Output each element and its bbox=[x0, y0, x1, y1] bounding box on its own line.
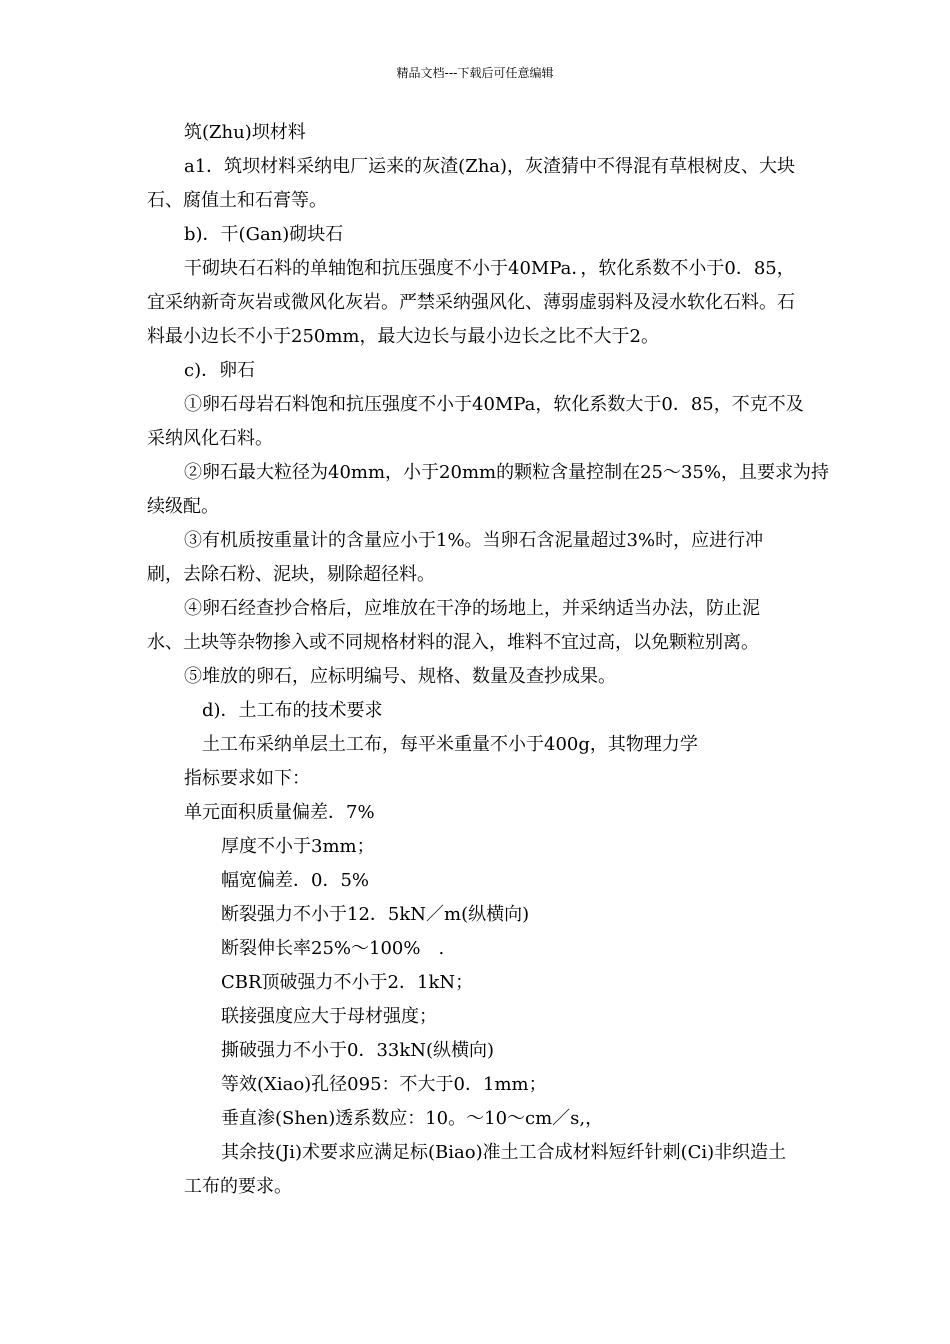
section-heading: d)．土工布的技术要求 bbox=[202, 700, 383, 721]
spec-item: 联接强度应大于母材强度； bbox=[221, 1006, 437, 1027]
spec-item: 幅宽偏差．0．5% bbox=[221, 870, 370, 891]
paragraph-line: ⑤堆放的卵石，应标明编号、规格、数量及查抄成果。 bbox=[184, 666, 616, 687]
paragraph-line: 续级配。 bbox=[147, 496, 219, 517]
paragraph-line: 料最小边长不小于250mm，最大边长与最小边长之比不大于2。 bbox=[147, 326, 659, 347]
paragraph-line: ①卵石母岩石料饱和抗压强度不小于40MPa，软化系数大于0．85，不克不及 bbox=[184, 394, 804, 415]
section-heading: c)．卵石 bbox=[184, 360, 256, 381]
section-heading: b)．干(Gan)砌块石 bbox=[184, 224, 344, 245]
spec-item: 断裂强力不小于12．5kN／m(纵横向) bbox=[221, 904, 530, 925]
paragraph-line: ④卵石经查抄合格后，应堆放在干净的场地上，并采纳适当办法，防止泥 bbox=[184, 598, 760, 619]
page-header: 精品文档---下载后可任意编辑 bbox=[396, 66, 554, 80]
paragraph-line: 水、土块等杂物掺入或不同规格材料的混入，堆料不宜过高，以免颗粒别离。 bbox=[147, 632, 759, 653]
spec-item: 断裂伸长率25%～100% . bbox=[221, 938, 445, 959]
paragraph-line: 宜采纳新奇灰岩或微风化灰岩。严禁采纳强风化、薄弱虚弱料及浸水软化石料。石 bbox=[147, 292, 795, 313]
paragraph-line: 采纳风化石料。 bbox=[147, 428, 273, 449]
paragraph-line: 干砌块石石料的单轴饱和抗压强度不小于40MPa．，软化系数不小于0．85， bbox=[184, 258, 795, 279]
spec-item: 等效(Xiao)孔径095：不大于0．1mm； bbox=[221, 1074, 547, 1095]
spec-item: 撕破强力不小于0．33kN(纵横向) bbox=[221, 1040, 495, 1061]
section-heading: 筑(Zhu)坝材料 bbox=[184, 122, 306, 143]
paragraph-line: 土工布采纳单层土工布，每平米重量不小于400g，其物理力学 bbox=[202, 734, 698, 755]
paragraph-line: ②卵石最大粒径为40mm，小于20mm的颗粒含量控制在25～35%，且要求为持 bbox=[184, 462, 829, 483]
paragraph-line: 指标要求如下： bbox=[184, 768, 310, 789]
paragraph-line: ③有机质按重量计的含量应小于1%。当卵石含泥量超过3%时，应进行冲 bbox=[184, 530, 764, 551]
spec-item: CBR顶破强力不小于2．1kN； bbox=[221, 972, 474, 993]
paragraph-line: 石、腐值土和石膏等。 bbox=[147, 190, 327, 211]
paragraph-line: 其余技(Ji)术要求应满足标(Biao)准土工合成材料短纤针刺(Ci)非织造土 bbox=[221, 1142, 787, 1163]
spec-item: 厚度不小于3mm； bbox=[221, 836, 375, 857]
spec-item: 单元面积质量偏差．7% bbox=[184, 802, 375, 823]
paragraph-line: a1．筑坝材料采纳电厂运来的灰渣(Zha)，灰渣猜中不得混有草根树皮、大块 bbox=[184, 156, 796, 177]
paragraph-line: 工布的要求。 bbox=[184, 1176, 292, 1197]
spec-item: 垂直渗(Shen)透系数应：10。～10～cm／s,， bbox=[221, 1108, 604, 1129]
paragraph-line: 刷，去除石粉、泥块，剔除超径料。 bbox=[147, 564, 435, 585]
